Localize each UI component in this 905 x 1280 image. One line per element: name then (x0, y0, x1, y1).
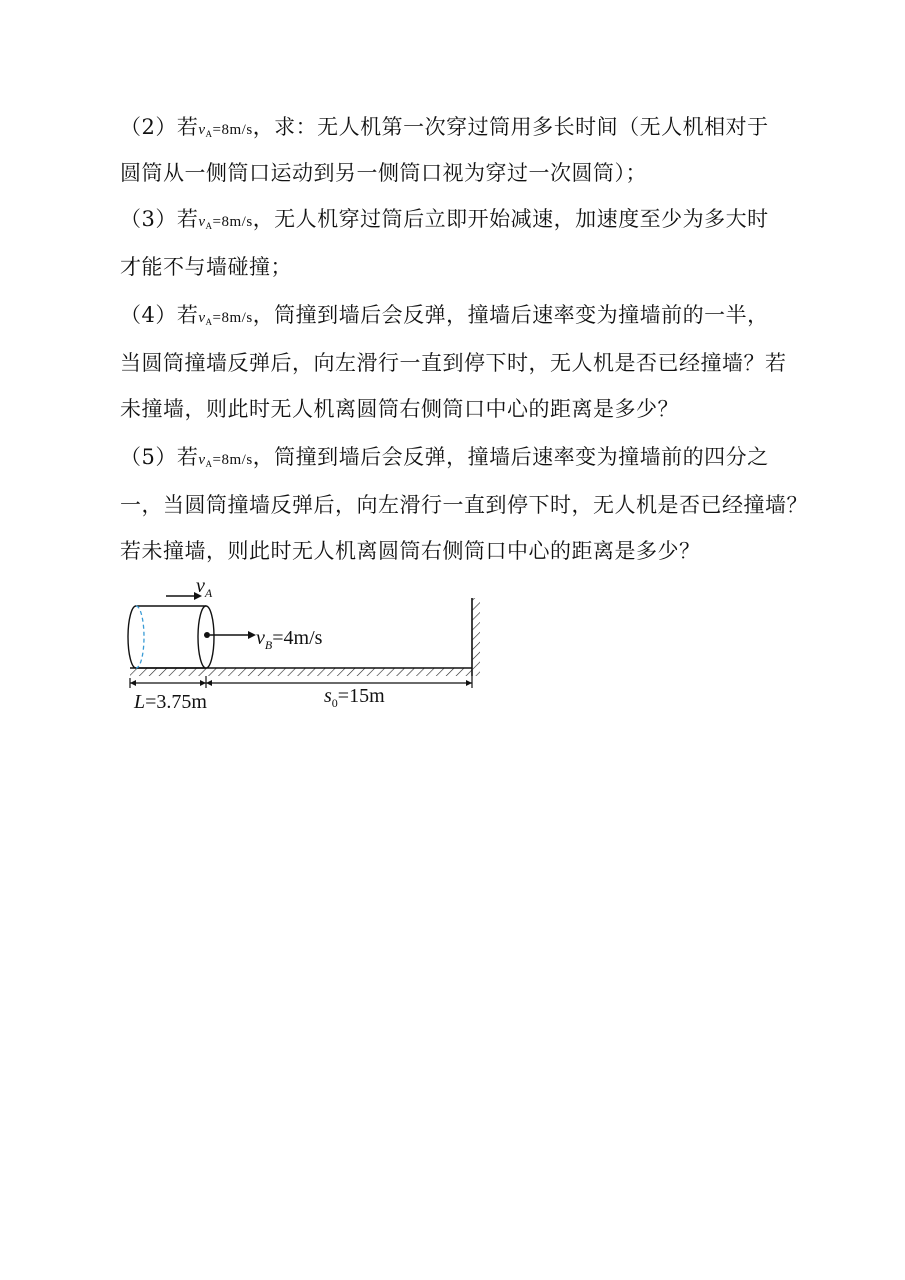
q5-line-3: 若未撞墙，则此时无人机离圆筒右侧筒口中心的距离是多少？ (120, 539, 701, 563)
va-arrow (166, 578, 213, 600)
physics-diagram (118, 578, 498, 718)
dashed-edge (136, 606, 144, 668)
cylinder-tube (128, 606, 214, 668)
dimension-lines (130, 676, 472, 688)
q4-line-2: 当圆筒撞墙反弹后，向左滑行一直到停下时，无人机是否已经撞墙？若 (120, 351, 787, 375)
q2-line-1: （2）若vA=8m/s，求：无人机第一次穿过筒用多长时间（无人机相对于 (120, 115, 769, 139)
drone-arrow-vb (204, 627, 323, 652)
q5-line-1: （5）若vA=8m/s，筒撞到墙后会反弹，撞墙后速率变为撞墙前的四分之 (120, 445, 769, 469)
q4-line-3: 未撞墙，则此时无人机离圆筒右侧筒口中心的距离是多少？ (120, 397, 679, 421)
wall (472, 598, 480, 676)
distance-s0-label: $s_0=15m$ (324, 685, 385, 710)
ground (130, 668, 472, 676)
q2-line-2: 圆筒从一侧筒口运动到另一侧筒口视为穿过一次圆筒）； (120, 161, 647, 185)
drone-dot (204, 632, 210, 638)
vb-label: $v_B=4m/s$ (256, 627, 323, 652)
q5-line-2: 一，当圆筒撞墙反弹后，向左滑行一直到停下时，无人机是否已经撞墙？ (120, 493, 808, 517)
q3-line-1: （3）若vA=8m/s，无人机穿过筒后立即开始减速，加速度至少为多大时 (120, 207, 769, 231)
va-label: $v_A$ (196, 578, 213, 600)
q4-line-1: （4）若vA=8m/s，筒撞到墙后会反弹，撞墙后速率变为撞墙前的一半， (120, 303, 769, 327)
length-L-label: L=3.75m (134, 691, 207, 713)
q3-line-2: 才能不与墙碰撞； (120, 255, 292, 279)
